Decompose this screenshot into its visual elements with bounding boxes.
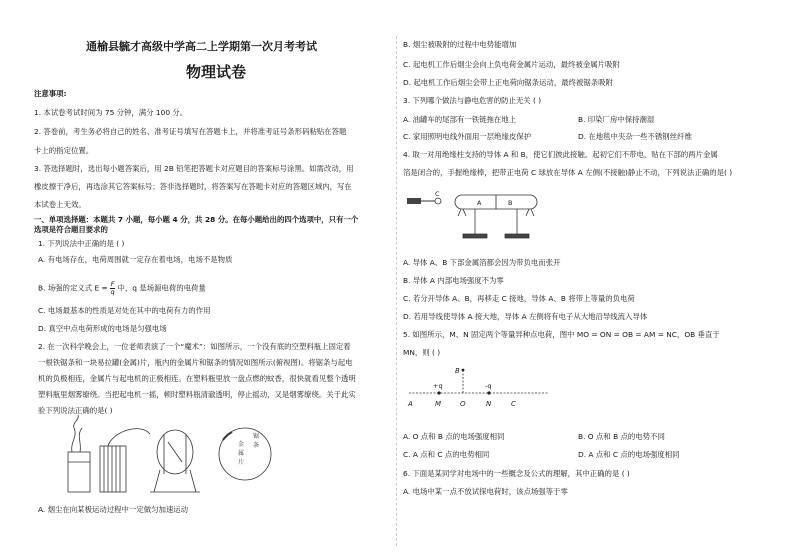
label-plus-q: +q [433,382,443,390]
fig-label-b: B [508,199,513,207]
q1-option-d: D. 真空中点电荷形成的电场是匀强电场 [38,324,167,333]
label-minus-q: -q [485,382,492,390]
fig-label-a: A [477,199,482,207]
q2-option-a: A. 烟尘在向某极运动过程中一定做匀加速运动 [38,505,189,514]
column-divider [396,36,397,546]
note-line: 本试卷上无效。 [34,200,86,209]
q2-stem-line: 塑料瓶里烟雾缭绕。当把起电机一摇，顿时塑料瓶清澈透明，停止摇动，又是烟雾缭绕。关于此实 [38,390,356,399]
exam-subtitle: 物理试卷 [186,63,247,81]
label-o: O [460,400,466,408]
fig-label-saw2: 条 [253,442,260,449]
q2-stem-line: 一根铁锯条和一块易拉罐(金属)片，瓶内的金属片和锯条的情况如图所示(俯视图)。将锯条与起电 [38,358,353,367]
note-line: 橡皮擦干净后，再选涂其它答案标号；答非选择题时，将答案写在答题卡对应的答题区域内，写在 [34,182,352,191]
note-line: 3. 答选择题时，选出每小题答案后，用 2B 铅笔把答题卡对应题目的答案标号涂黑。如需改动，用 [34,164,354,173]
conductor-ab-drawing [455,195,537,238]
fraction [110,281,116,296]
q5-stem-line: MN，则 ( ) [403,348,441,357]
fraction-denominator: q [110,288,115,296]
q1-option-c: C. 电场最基本的性质是对处在其中的电荷有力的作用 [38,306,211,315]
q4-option-d: D. 若用导线使导体 A 接大地，导体 A 左侧将有电子从大地沿导线流入导体 [403,312,648,321]
label-b: B [455,367,460,375]
q5-stem-line: 5. 如图所示，M、N 固定两个等量异种点电荷，图中 MO = ON = OB = AM = NC，OB 垂直于 [403,330,720,339]
q1-stem: 1. 下列说法中正确的是 ( ) [38,239,125,248]
q5-option-b: B. O 点和 B 点的电势不同 [578,432,665,441]
note-line: 2. 答卷前，考生务必将自己的姓名、准考证号填写在答题卡上，并将准考证号条形码粘贴在答题 [34,127,347,136]
label-m: M [435,400,442,408]
q5-figure [403,362,553,414]
fig-label-metal2: 属 [238,450,245,457]
charged-rod-drawing [407,198,441,204]
fig-label-saw: 锯 [253,433,260,440]
q2-stem-line: 2. 在一次科学晚会上，一位老师表演了一个“魔术”：如图所示，一个没有底的空塑料瓶上固定着 [38,342,351,351]
note-line: 卡上的指定位置。 [34,146,94,155]
incense-dish-drawing [68,415,90,492]
q4-stem-line: 箔是闭合的，手握绝缘棒，把带正电荷 C 球放在导体 A 左侧(不接触)静止不动，下列说法正确的是( ) [403,168,733,177]
notes-heading: 注意事项: [34,89,67,98]
bottle-drawing [150,430,200,492]
generator-drawing [100,429,150,492]
q4-option-b: B. 导体 A 内部电场强度不为零 [403,276,504,285]
q5-option-c: C. A 点和 C 点的电势相同 [403,450,490,459]
q2-figure [50,412,290,500]
axis-line [409,370,549,393]
q1-option-a: A. 有电场存在，电荷周围就一定存在着电场，电场不是物质 [38,255,233,264]
axis-points [437,369,490,395]
fraction-numerator: F [110,280,115,288]
fig-label-metal3: 片 [238,459,245,466]
q2-option-c: C. 起电机工作后烟尘会向上负电荷金属片运动，最终被金属片吸附 [403,60,620,69]
q3-option-c: C. 家用照明电线外面用一层绝缘皮保护 [403,132,532,141]
section-heading-cont: 选项是符合题目要求的 [34,225,108,234]
top-view-drawing [219,428,271,480]
q1-option-b-suffix: 中，q 是场源电荷的电荷量 [117,283,206,293]
q4-figure [405,190,545,250]
q4-stem-line: 4. 取一对用绝缘柱支持的导体 A 和 B，使它们彼此接触。起初它们不带电，贴在下部的两片金属 [403,150,718,159]
q3-option-d: D. 在地毯中夹杂一些不锈钢丝纤维 [578,132,692,141]
q3-stem: 3. 下列哪个做法与静电危害的防止无关 ( ) [403,96,542,105]
q3-option-b: B. 印染厂房中保持潮湿 [578,115,655,124]
label-a: A [408,400,413,408]
label-n: N [486,400,492,408]
q4-option-a: A. 导体 A、B 下部金属箔都会因为带负电而张开 [403,258,561,267]
q2-stem-line: 验下列说法正确的是( ) [38,406,113,415]
q1-option-b [38,281,206,296]
q6-option-a: A. 电场中某一点不放试探电荷时，该点场强等于零 [403,487,568,496]
fig-label-c: C [435,190,440,198]
q3-option-a: A. 油罐车的尾部有一铁链拖在地上 [403,115,517,124]
q5-option-a: A. O 点和 B 点的电场强度相同 [403,432,505,441]
q4-option-c: C. 若分开导体 A、B，再移走 C 接地，导体 A、B 将带上等量的负电荷 [403,294,635,303]
q1-option-b-prefix: B. 场强的定义式 E = [38,283,108,293]
note-line: 1. 本试卷考试时间为 75 分钟，满分 100 分。 [34,108,188,117]
q2-stem-line: 机的负极相连，金属片与起电机的正极相连。在塑料瓶里放一盘点燃的蚊香，很快就看见整个透明 [38,374,356,383]
q2-option-d: D. 起电机工作后烟尘会带上正电荷向锯条运动，最终被锯条吸附 [403,78,613,87]
fig-label-metal1: 金 [238,441,245,448]
q2-option-b: B. 烟尘被吸附的过程中电势能增加 [403,40,517,49]
section-heading: 一、单项选择题：本题共 7 小题，每小题 4 分，共 28 分。在每小题给出的四个选项中，只有一个 [34,215,359,224]
label-c: C [511,400,516,408]
exam-title: 通榆县毓才高级中学高二上学期第一次月考考试 [86,40,317,53]
q5-option-d: D. A 点和 C 点的电场强度相同 [578,450,680,459]
q6-stem: 6. 下面是某同学对电场中的一些概念及公式的理解，其中正确的是 ( ) [403,469,630,478]
